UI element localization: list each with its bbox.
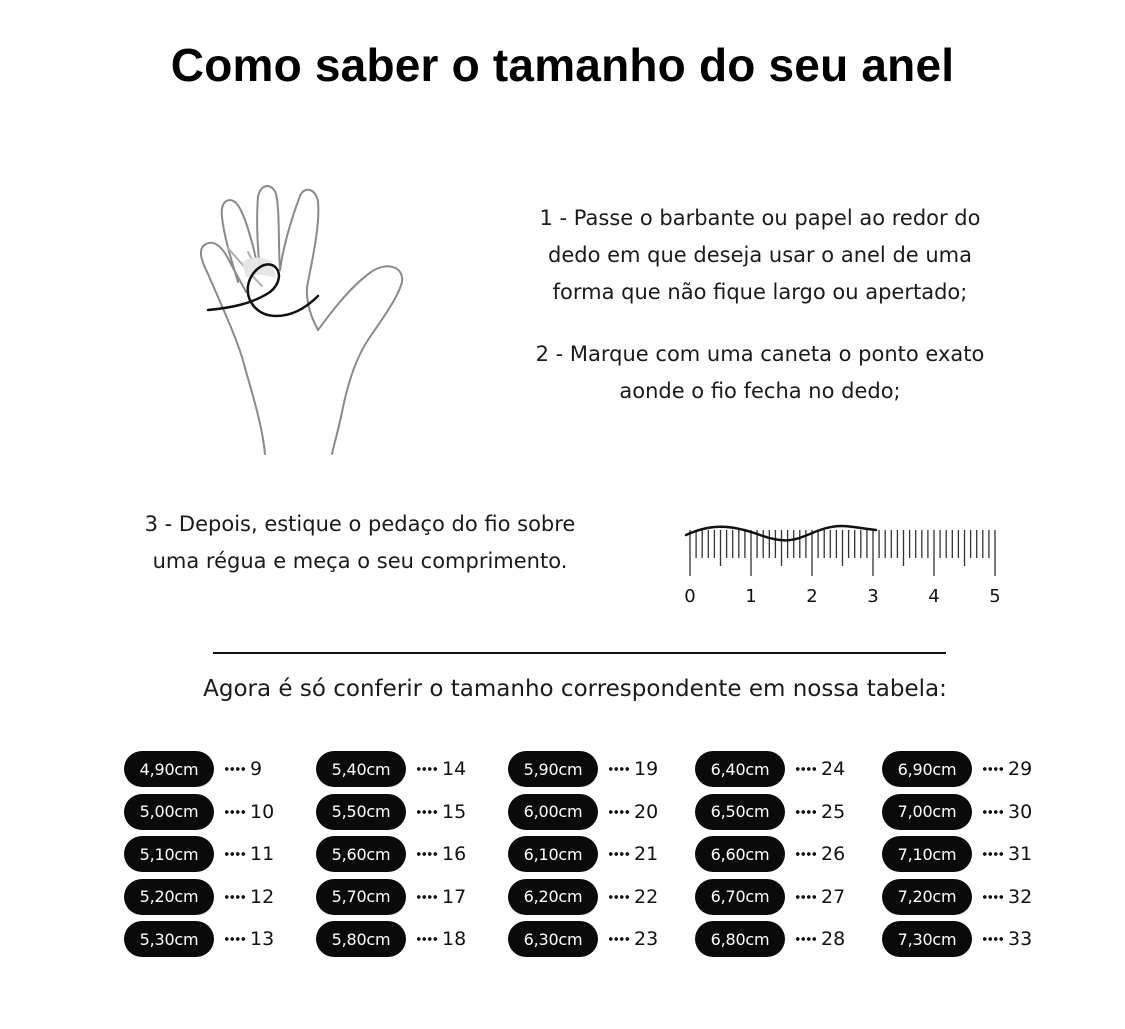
circumference-badge: 5,10cm [124,836,214,872]
dotted-leader [608,895,630,899]
step-1-text [505,200,1015,311]
size-column [124,748,274,961]
dotted-leader [416,852,438,856]
circumference-badge: 6,10cm [508,836,598,872]
ring-size-number: 16 [442,843,467,866]
size-row [695,833,845,876]
circumference-badge: 4,90cm [124,751,214,787]
dotted-leader [416,767,438,771]
dotted-leader [795,767,817,771]
size-row [508,791,658,834]
circumference-badge: 6,90cm [882,751,972,787]
size-row [124,833,274,876]
dotted-leader [224,937,246,941]
circumference-badge: 6,50cm [695,794,785,830]
circumference-badge: 7,00cm [882,794,972,830]
ring-size-number: 23 [634,928,659,951]
size-column [695,748,845,961]
step-3-text [110,506,610,580]
circumference-badge: 6,60cm [695,836,785,872]
step-2-line-2: aonde o fio fecha no dedo; [619,379,901,403]
size-row [882,918,1032,961]
size-row [316,918,466,961]
circumference-badge: 6,20cm [508,879,598,915]
circumference-badge: 6,30cm [508,921,598,957]
size-column [882,748,1032,961]
dotted-leader [795,937,817,941]
circumference-badge: 5,40cm [316,751,406,787]
ring-size-number: 27 [821,885,846,908]
size-row [316,748,466,791]
size-row [695,918,845,961]
circumference-badge: 5,70cm [316,879,406,915]
ruler-label: 2 [806,586,818,607]
step-1-line-1: 1 - Passe o barbante ou papel ao redor do [539,206,981,230]
step-3-line-2: uma régua e meça o seu comprimento. [152,549,568,573]
ring-size-number: 19 [634,758,659,781]
step-2-line-1: 2 - Marque com uma caneta o ponto exato [535,342,985,366]
circumference-badge: 5,80cm [316,921,406,957]
ring-size-number: 26 [821,843,846,866]
ring-size-number: 32 [1008,885,1033,908]
ruler-with-string-icon [680,518,1010,610]
circumference-badge: 5,50cm [316,794,406,830]
table-intro-text: Agora é só conferir o tamanho correspondente em nossa tabela: [203,676,947,702]
ruler-label: 3 [867,586,879,607]
dotted-leader [224,895,246,899]
dotted-leader [982,767,1004,771]
circumference-badge: 5,30cm [124,921,214,957]
circumference-badge: 5,00cm [124,794,214,830]
circumference-badge: 5,20cm [124,879,214,915]
circumference-badge: 6,80cm [695,921,785,957]
dotted-leader [982,937,1004,941]
dotted-leader [608,937,630,941]
ring-size-number: 21 [634,843,659,866]
size-column [316,748,466,961]
ring-size-number: 14 [442,758,467,781]
step-2-text [505,336,1015,410]
step-3-line-1: 3 - Depois, estique o pedaço do fio sobre [144,512,576,536]
ring-size-number: 24 [821,758,846,781]
ring-size-number: 33 [1008,928,1033,951]
circumference-badge: 5,60cm [316,836,406,872]
dotted-leader [982,895,1004,899]
dotted-leader [416,810,438,814]
ring-size-number: 31 [1008,843,1033,866]
ring-size-number: 15 [442,800,467,823]
size-row [695,791,845,834]
dotted-leader [982,810,1004,814]
ring-size-number: 29 [1008,758,1033,781]
circumference-badge: 7,20cm [882,879,972,915]
size-row [124,748,274,791]
ring-size-number: 10 [250,800,275,823]
step-1-line-2: dedo em que deseja usar o anel de uma [548,243,972,267]
circumference-badge: 6,70cm [695,879,785,915]
circumference-badge: 6,40cm [695,751,785,787]
dotted-leader [224,852,246,856]
ring-size-number: 28 [821,928,846,951]
page-title: Como saber o tamanho do seu anel [170,39,955,91]
size-row [508,748,658,791]
size-row [316,791,466,834]
dotted-leader [795,852,817,856]
dotted-leader [416,895,438,899]
hand-with-string-icon [190,182,420,462]
ruler-label: 5 [989,586,1001,607]
ring-size-number: 22 [634,885,659,908]
size-row [124,876,274,919]
dotted-leader [795,810,817,814]
size-row [695,748,845,791]
ring-size-number: 13 [250,928,275,951]
dotted-leader [224,767,246,771]
ring-size-number: 20 [634,800,659,823]
circumference-badge: 6,00cm [508,794,598,830]
dotted-leader [416,937,438,941]
circumference-badge: 7,10cm [882,836,972,872]
ring-size-number: 18 [442,928,467,951]
size-row [882,876,1032,919]
dotted-leader [982,852,1004,856]
dotted-leader [795,895,817,899]
ring-size-number: 12 [250,885,275,908]
ruler-label: 4 [928,586,940,607]
ruler-label: 0 [684,586,696,607]
size-row [508,833,658,876]
ring-size-number: 25 [821,800,846,823]
ring-size-number: 30 [1008,800,1033,823]
size-column [508,748,658,961]
step-1-line-3: forma que não fique largo ou apertado; [552,280,968,304]
section-divider [213,652,946,654]
size-row [882,748,1032,791]
circumference-badge: 7,30cm [882,921,972,957]
size-row [124,791,274,834]
size-row [508,876,658,919]
ring-size-number: 11 [250,843,275,866]
size-row [316,833,466,876]
ring-size-table [0,748,1125,968]
size-row [124,918,274,961]
dotted-leader [608,810,630,814]
dotted-leader [224,810,246,814]
size-row [508,918,658,961]
size-row [316,876,466,919]
size-row [695,876,845,919]
ruler-label: 1 [745,586,757,607]
dotted-leader [608,852,630,856]
dotted-leader [608,767,630,771]
ring-size-number: 17 [442,885,467,908]
size-row [882,791,1032,834]
circumference-badge: 5,90cm [508,751,598,787]
ring-size-number: 9 [250,758,263,781]
size-row [882,833,1032,876]
